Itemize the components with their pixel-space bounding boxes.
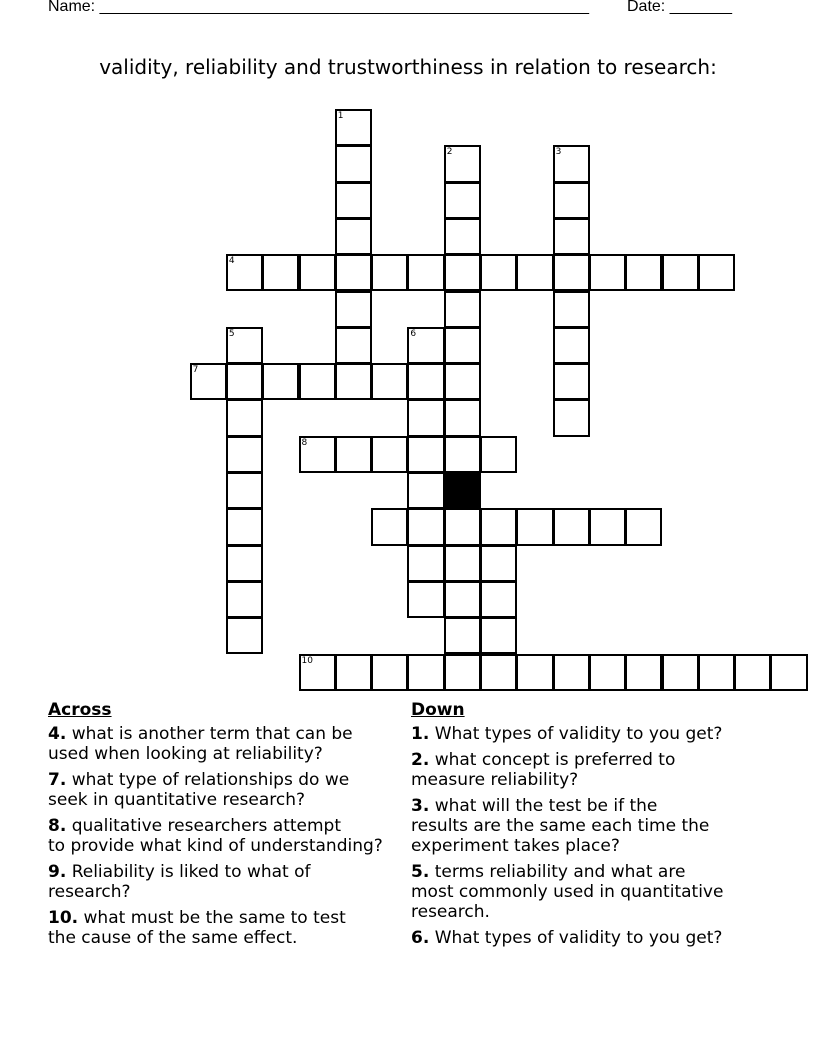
down-clue-1 [411,724,761,744]
grid-cell[interactable] [553,254,590,291]
grid-cell[interactable] [553,508,590,545]
across-clue-8 [48,816,408,856]
across-clue-9 [48,862,408,902]
clue-text: what will the test be if the results are the same each time the experiment takes place? [411,796,710,856]
grid-cell[interactable] [299,254,336,291]
clue-number: 6. [411,928,430,948]
grid-cell[interactable] [335,145,372,182]
grid-cell[interactable] [335,254,372,291]
grid-cell[interactable] [335,654,372,691]
across-clue-7 [48,770,408,810]
cell-number: 1 [337,111,344,121]
grid-cell[interactable] [190,363,227,400]
grid-cell[interactable] [444,218,481,255]
grid-cell[interactable] [480,654,517,691]
clue-number: 7. [48,770,67,790]
grid-cell[interactable] [553,399,590,436]
grid-cell[interactable] [516,654,553,691]
grid-cell[interactable] [444,399,481,436]
grid-cell[interactable] [371,436,408,473]
grid-cell[interactable] [553,218,590,255]
grid-cell[interactable] [407,399,444,436]
grid-cell[interactable] [407,545,444,582]
grid-cell[interactable] [226,363,263,400]
grid-cell[interactable] [226,508,263,545]
grid-cell[interactable] [226,472,263,509]
grid-cell[interactable] [226,581,263,618]
clue-number: 5. [411,862,430,882]
clue-text: what type of relationships do we seek in quantitative research? [48,770,350,810]
grid-cell[interactable] [371,254,408,291]
grid-cell[interactable] [444,254,481,291]
grid-cell[interactable] [444,545,481,582]
grid-cell[interactable] [407,472,444,509]
grid-cell[interactable] [335,218,372,255]
name-field[interactable]: Name: _______________________________________________________ [48,0,589,15]
grid-cell[interactable] [335,291,372,328]
grid-cell[interactable] [335,363,372,400]
grid-cell[interactable] [589,254,626,291]
grid-cell[interactable] [335,109,372,146]
across-heading: Across [48,700,112,720]
cell-number: 6 [410,328,417,339]
grid-cell[interactable] [734,654,771,691]
grid-cell[interactable] [480,254,517,291]
grid-cell[interactable] [444,363,481,400]
grid-cell[interactable] [335,182,372,219]
grid-cell[interactable] [226,617,263,654]
across-clue-10 [48,908,408,948]
grid-cell[interactable] [262,254,299,291]
clue-text: terms reliability and what are most commonly used in quantitative research. [411,862,724,922]
grid-cell[interactable] [226,399,263,436]
grid-cell[interactable] [480,545,517,582]
clue-number: 4. [48,724,67,744]
grid-cell[interactable] [335,436,372,473]
across-clues [48,700,408,954]
date-field[interactable]: Date: _______ [627,0,732,15]
grid-cell[interactable] [625,508,662,545]
grid-cell[interactable] [480,581,517,618]
grid-cell[interactable] [662,254,699,291]
grid-cell[interactable] [553,291,590,328]
grid-cell[interactable] [299,363,336,400]
grid-cell[interactable] [589,508,626,545]
clue-number: 8. [48,816,67,836]
clue-text: What types of validity to you get? [434,928,723,948]
puzzle-title: validity, reliability and trustworthiness in relation to research: [99,55,717,79]
grid-cell[interactable] [371,363,408,400]
grid-cell[interactable] [226,545,263,582]
grid-cell[interactable] [444,182,481,219]
clue-text: What types of validity to you get? [434,724,723,744]
grid-cell[interactable] [480,436,517,473]
grid-cell[interactable] [698,254,735,291]
grid-cell[interactable] [625,254,662,291]
grid-cell[interactable] [698,654,735,691]
cell-number: 7 [192,365,199,376]
cell-number: 4 [228,256,235,267]
down-clue-6 [411,928,761,948]
grid-cell[interactable] [516,254,553,291]
down-clues [411,700,761,954]
grid-cell[interactable] [770,654,807,691]
clue-number: 3. [411,796,430,816]
clue-text: Reliability is liked to what of research? [48,862,311,902]
grid-cell[interactable] [625,654,662,691]
grid-cell[interactable] [299,436,336,473]
grid-cell[interactable] [553,182,590,219]
clue-text: qualitative researchers attempt to provide what kind of understanding? [48,816,383,856]
clue-text: what concept is preferred to measure reliability? [411,750,676,790]
grid-cell[interactable] [480,508,517,545]
clue-text: what is another term that can be used when looking at reliability? [48,724,353,764]
grid-cell[interactable] [662,654,699,691]
grid-cell[interactable] [407,363,444,400]
grid-cell[interactable] [226,254,263,291]
grid-cell[interactable] [553,363,590,400]
down-clue-2 [411,750,761,790]
grid-cell[interactable] [226,327,263,364]
grid-cell[interactable] [589,654,626,691]
clue-text: what must be the same to test the cause of the same effect. [48,908,346,948]
grid-cell[interactable] [407,654,444,691]
down-clue-3 [411,796,761,856]
grid-cell[interactable] [335,327,372,364]
clue-number: 10. [48,908,79,928]
grid-cell[interactable] [444,291,481,328]
across-clue-4 [48,724,408,764]
grid-cell[interactable] [299,654,336,691]
down-clue-5 [411,862,761,922]
grid-cell[interactable] [371,654,408,691]
cell-number: 8 [301,437,308,448]
grid-cell[interactable] [444,436,481,473]
cell-number: 10 [301,655,313,666]
grid-cell[interactable] [407,254,444,291]
cell-number: 2 [446,147,453,158]
grid-cell[interactable] [407,581,444,618]
black-cell [444,472,481,509]
grid-cell[interactable] [262,363,299,400]
clue-number: 9. [48,862,67,882]
grid-cell[interactable] [444,508,481,545]
grid-cell[interactable] [444,327,481,364]
grid-cell[interactable] [444,654,481,691]
grid-cell[interactable] [226,436,263,473]
grid-cell[interactable] [480,617,517,654]
grid-cell[interactable] [407,436,444,473]
grid-cell[interactable] [553,654,590,691]
cell-number: 3 [555,147,562,158]
grid-cell[interactable] [516,508,553,545]
grid-cell[interactable] [407,508,444,545]
grid-cell[interactable] [407,327,444,364]
cell-number: 5 [228,328,235,339]
grid-cell[interactable] [371,508,408,545]
grid-cell[interactable] [553,327,590,364]
down-heading: Down [411,700,465,720]
grid-cell[interactable] [444,617,481,654]
grid-cell[interactable] [444,581,481,618]
clue-number: 1. [411,724,430,744]
grid-cell[interactable] [553,145,590,182]
grid-cell[interactable] [444,145,481,182]
clue-number: 2. [411,750,430,770]
